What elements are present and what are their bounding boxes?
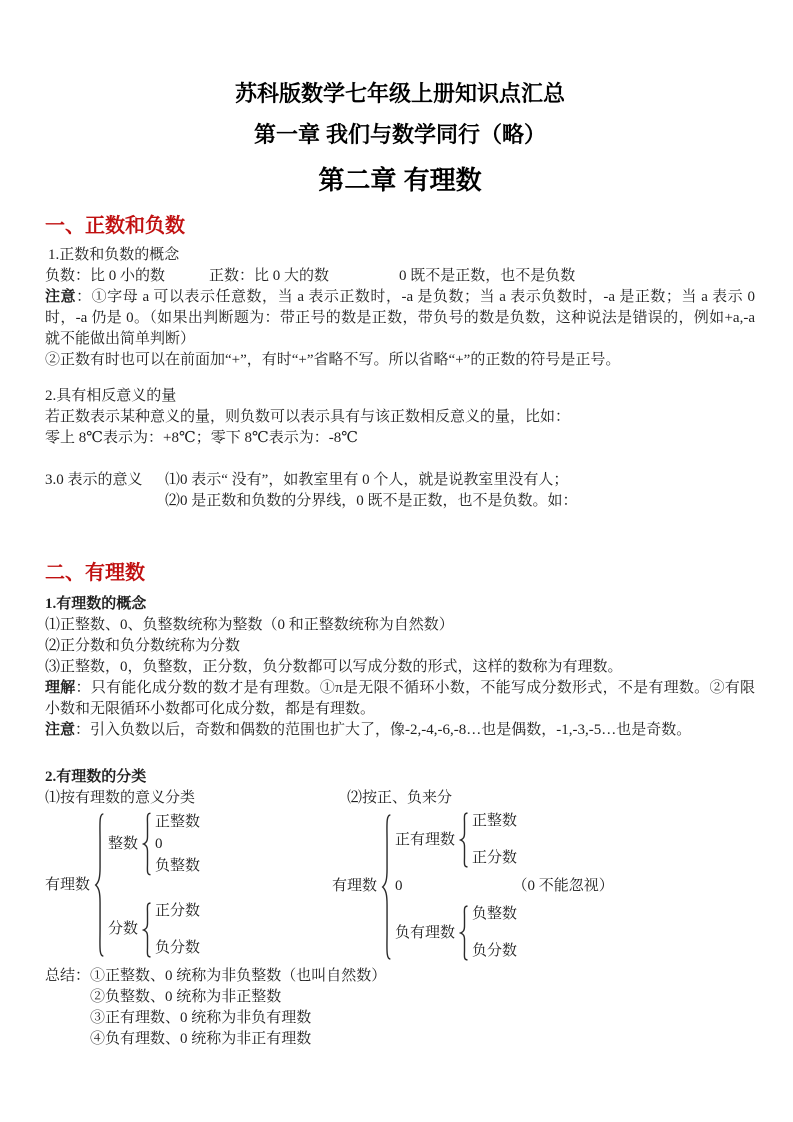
positive-rational-label: 正有理数 [395,831,456,848]
tree-by-meaning [45,811,332,959]
tree-leaf: 正分数 [155,902,201,919]
note-text: ：引入负数以后，奇数和偶数的范围也扩大了，像-2,-4,-6,-8…也是偶数，-1,-3,-5…也是奇数。 [75,722,692,738]
brace [94,811,105,959]
summary-item: ③正有理数、0 统称为非负有理数 [90,1010,312,1026]
tree-leaf: 负整数 [155,857,201,874]
sec2-concept-item3: ⑶正整数，0，负整数，正分数，负分数都可以写成分数的形式，这样的数称为有理数。 [45,659,623,675]
sec2-concept-item2: ⑵正分数和负分数统称为分数 [45,638,241,654]
summary-label: 总结： [45,968,91,984]
summary-item: ①正整数、0 统称为非负整数（也叫自然数） [90,968,387,984]
classify-right-caption: ⑵按正、负来分 [347,790,453,806]
chapter1-title: 第一章 我们与数学同行（略） [253,122,547,147]
understand-label: 理解 [45,680,76,696]
brace [381,812,392,962]
doc-title: 苏科版数学七年级上册知识点汇总 [234,81,565,106]
sec1-concept-subtitle: 1.正数和负数的概念 [48,247,180,263]
section1-heading: 一、正数和负数 [45,215,185,237]
summary-block [45,966,755,1050]
understand-text: ：只有能化成分数的数才是有理数。①π是无限不循环小数，不能写成分数形式，不是有理数。②有限小数和无限循环小数都可化成分数，都是有理数。 [45,680,755,717]
chapter2-title: 第二章 有理数 [318,165,482,195]
classification-captions [45,788,755,809]
tree-leaf: 正分数 [472,850,518,866]
summary-item: ②负整数、0 统称为非正整数 [90,989,282,1005]
zero-meaning-title: 3.0 表示的意义 [45,472,143,488]
sec1-opposite-subtitle: 2.具有相反意义的量 [45,388,177,404]
sec1-note-paragraph [45,287,755,350]
sec1-opposite-line2: 零上 8℃表示为：+8℃；零下 8℃表示为：-8℃ [45,430,359,446]
section2-heading: 二、有理数 [45,562,145,584]
tree-leaf: 负分数 [472,943,518,959]
tree-root-label: 有理数 [45,876,91,893]
tree-leaf: 负整数 [472,906,518,922]
sec2-classify-subtitle: 2.有理数的分类 [45,769,147,785]
note-text: ：①字母 a 可以表示任意数，当 a 表示正数时，-a 是负数；当 a 表示负数时，-a 是正数；当 a 表示 0 时，-a 仍是 0。（如果出判断题为：带正号的数是正数，带负号的数是负数，这种说法是错误的，例如+a,-a 就不能做出简单判断） [45,289,755,347]
tree-leaf: 负分数 [155,939,201,956]
sec1-zero-meaning-block [45,470,755,512]
note-label: 注意 [45,289,77,305]
negative-rational-label: 负有理数 [395,924,456,941]
sec2-understand-paragraph [45,678,755,720]
integer-branch-label: 整数 [108,835,139,852]
positive-definition: 正数：比 0 大的数 [209,268,330,284]
tree-zero: 0 [395,878,403,894]
zero-meaning-item1: ⑴0 表示“ 没有”，如教室里有 0 个人，就是说教室里没有人； [165,472,569,488]
brace [142,812,152,876]
sec1-opposite-line1: 若正数表示某种意义的量，则负数可以表示具有与该正数相反意义的量，比如： [45,409,571,425]
tree-leaf: 0 [155,835,163,852]
summary-item: ④负有理数、0 统称为非正有理数 [90,1031,312,1047]
sec1-note-item2: ②正数有时也可以在前面加“+”，有时“+”省略不写。所以省略“+”的正数的符号是正号。 [45,352,621,368]
brace [142,902,152,958]
negative-definition: 负数：比 0 小的数 [45,268,166,284]
sec2-concept-subtitle: 1.有理数的概念 [45,596,147,612]
fraction-branch-label: 分数 [108,921,139,937]
tree-leaf: 正整数 [472,813,518,829]
zero-note: （0 不能忽视） [512,878,614,894]
brace [459,812,469,868]
tree-root-label: 有理数 [332,878,378,894]
note-label: 注意 [45,722,76,738]
zero-definition: 0 既不是正数，也不是负数 [399,268,576,284]
sec1-definitions-line [45,266,755,287]
sec2-note-paragraph [45,720,755,741]
classification-trees [45,811,755,962]
tree-leaf: 正整数 [155,813,201,830]
sec2-concept-item1: ⑴正整数、0、负整数统称为整数（0 和正整数统称为自然数） [45,617,454,633]
zero-meaning-item2: ⑵0 是正数和负数的分界线，0 既不是正数，也不是负数。如： [165,493,578,509]
classify-left-caption: ⑴按有理数的意义分类 [45,790,196,806]
brace [459,905,469,961]
tree-by-sign [332,811,614,962]
